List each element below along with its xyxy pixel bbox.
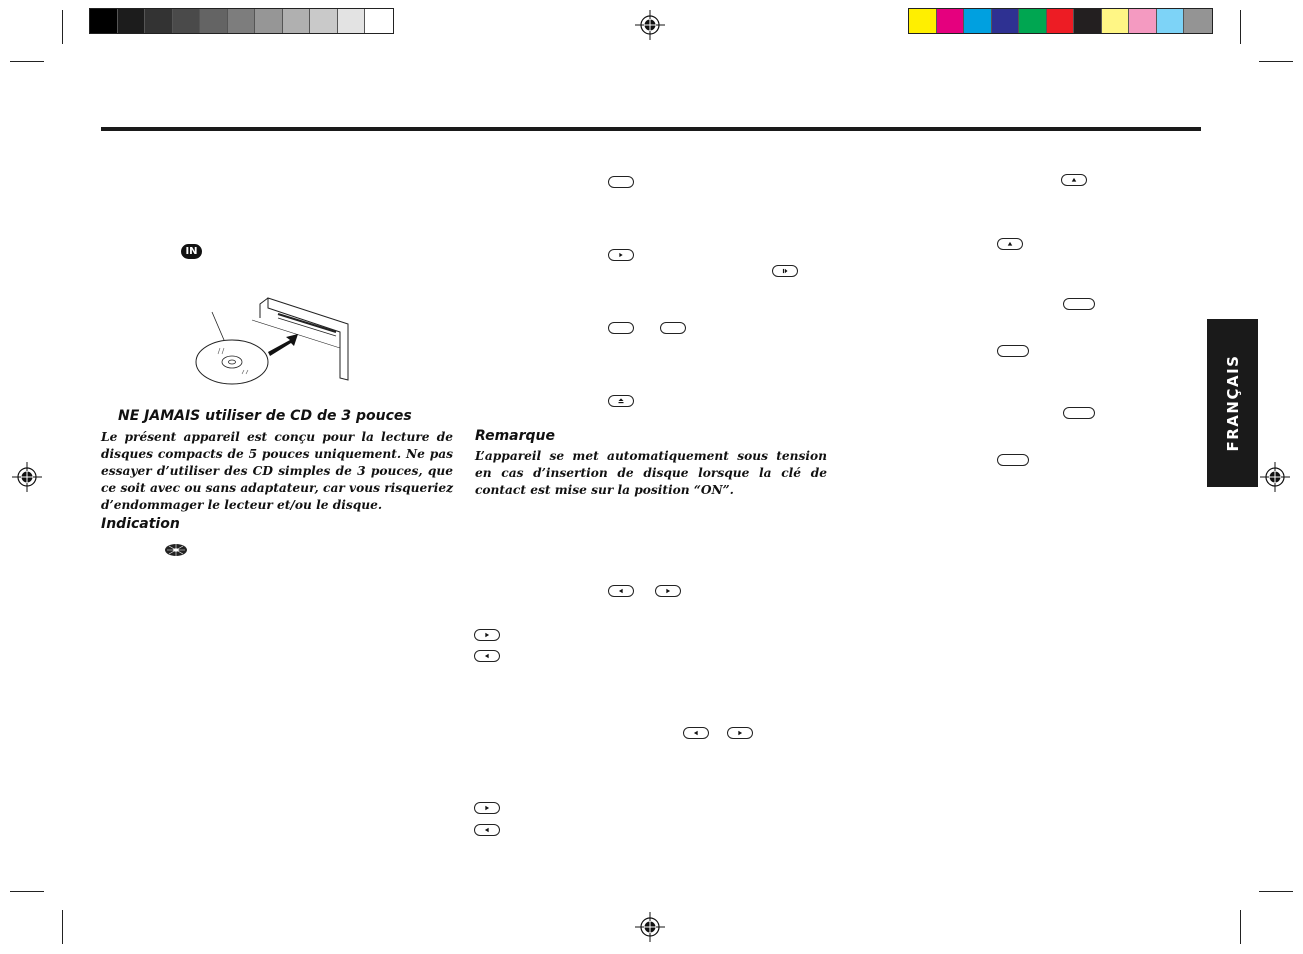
color-swatch xyxy=(228,9,256,33)
remarque-body: L’appareil se met automatiquement sous tension en cas d’insertion de disque lorsque la clé de contact est mise sur la position “ON”. xyxy=(475,449,827,497)
color-swatch xyxy=(338,9,366,33)
color-swatch xyxy=(1184,9,1212,33)
color-swatch xyxy=(173,9,201,33)
color-swatch xyxy=(1019,9,1047,33)
color-swatch xyxy=(365,9,393,33)
color-swatch xyxy=(1157,9,1185,33)
registration-mark-icon xyxy=(12,462,42,492)
crop-mark xyxy=(62,10,63,44)
left-key-icon xyxy=(683,727,709,739)
blank-key-icon xyxy=(660,322,686,334)
crop-mark xyxy=(1240,910,1241,944)
color-swatch xyxy=(1129,9,1157,33)
disc-indicator-icon xyxy=(164,543,188,557)
blank-key-icon xyxy=(1063,298,1095,310)
left-key-icon xyxy=(474,650,500,662)
color-swatch xyxy=(200,9,228,33)
header-rule xyxy=(101,127,1201,131)
crop-mark xyxy=(1240,10,1241,44)
color-swatch xyxy=(937,9,965,33)
color-swatch xyxy=(310,9,338,33)
right-key-icon xyxy=(727,727,753,739)
blank-key-icon xyxy=(997,345,1029,357)
crop-mark xyxy=(1259,891,1293,892)
crop-mark xyxy=(10,61,44,62)
right-key-icon xyxy=(474,802,500,814)
color-swatch xyxy=(992,9,1020,33)
color-swatch xyxy=(283,9,311,33)
color-swatch xyxy=(145,9,173,33)
registration-mark-icon xyxy=(635,912,665,942)
crop-mark xyxy=(62,910,63,944)
crop-mark xyxy=(1259,61,1293,62)
pause-key-icon xyxy=(772,265,798,277)
blank-key-icon xyxy=(608,176,634,188)
side-tab-label: FRANÇAIS xyxy=(1223,354,1242,452)
registration-mark-icon xyxy=(1260,462,1290,492)
play-key-icon xyxy=(608,249,634,261)
blank-key-icon xyxy=(997,454,1029,466)
grayscale-color-bar xyxy=(89,8,394,34)
in-badge-icon: IN xyxy=(181,244,202,259)
color-swatch xyxy=(909,9,937,33)
cd-insertion-illustration xyxy=(190,292,370,392)
language-side-tab xyxy=(1207,319,1258,487)
left-key-icon xyxy=(474,824,500,836)
up-key-icon xyxy=(997,238,1023,250)
blank-key-icon xyxy=(608,322,634,334)
color-swatch xyxy=(1074,9,1102,33)
color-swatch xyxy=(1102,9,1130,33)
crop-mark xyxy=(10,891,44,892)
indication-title: Indication xyxy=(101,516,180,532)
color-swatch xyxy=(118,9,146,33)
color-swatch xyxy=(1047,9,1075,33)
left-key-icon xyxy=(608,585,634,597)
eject-key-icon xyxy=(608,395,634,407)
color-swatch xyxy=(964,9,992,33)
blank-key-icon xyxy=(1063,407,1095,419)
color-swatch xyxy=(255,9,283,33)
remarque-title: Remarque xyxy=(475,428,556,444)
right-key-icon xyxy=(655,585,681,597)
process-color-bar xyxy=(908,8,1213,34)
warning-body: Le présent appareil est conçu pour la lecture de disques compacts de 5 pouces uniquement. Ne pas essayer d’utiliser des CD simples de 3 pouces, que ce soit avec ou sans adaptateur, car vous risqueriez d’endommager le lecteur et/ou le disque. xyxy=(101,430,453,512)
registration-mark-icon xyxy=(635,10,665,40)
color-swatch xyxy=(90,9,118,33)
warning-title: NE JAMAIS utiliser de CD de 3 pouces xyxy=(118,408,412,424)
right-key-icon xyxy=(474,629,500,641)
up-key-icon xyxy=(1061,174,1087,186)
